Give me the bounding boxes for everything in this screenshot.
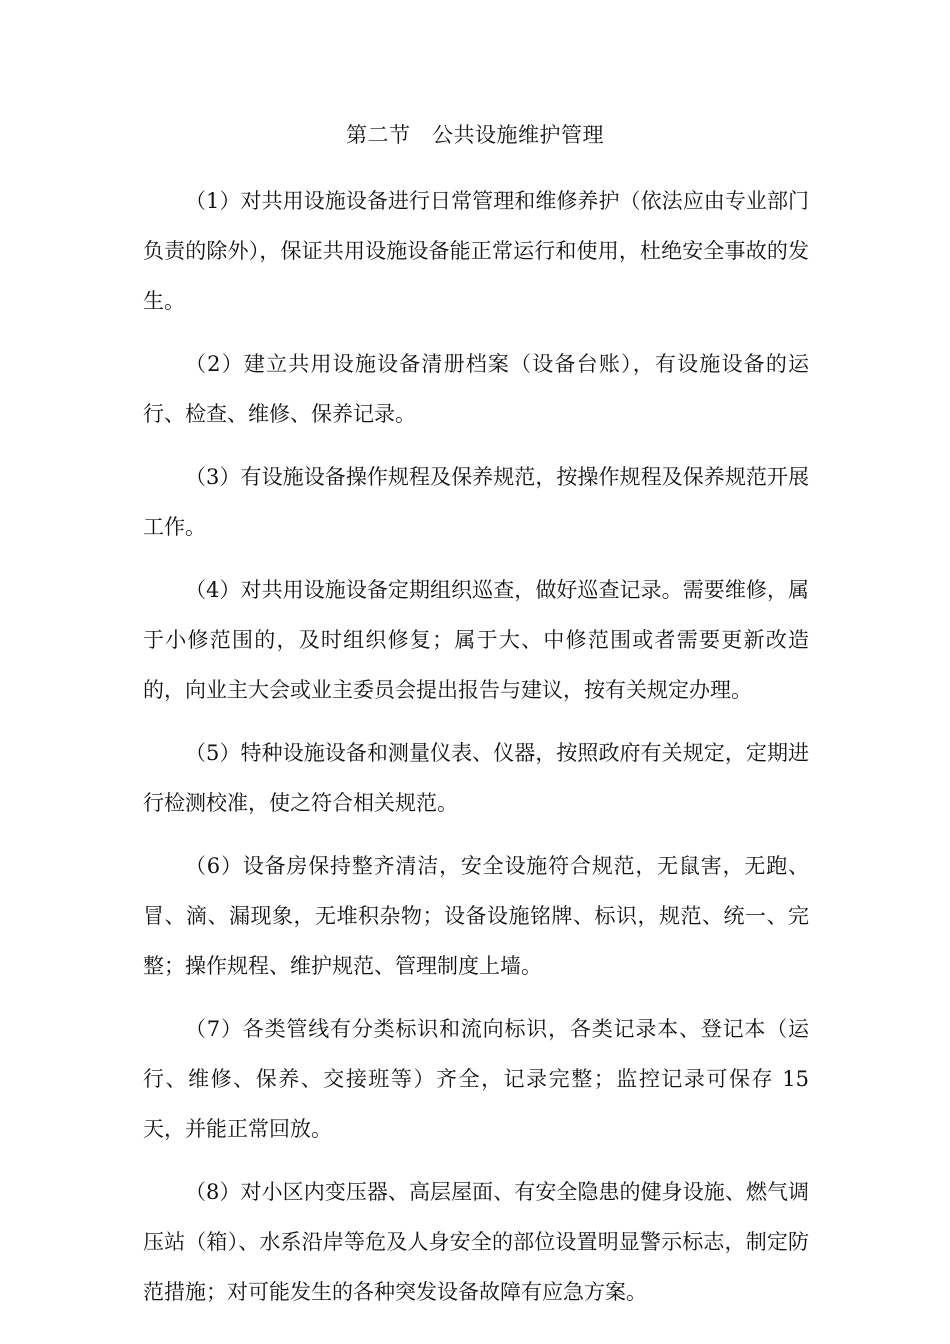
paragraph-5: （5）特种设施设备和测量仪表、仪器，按照政府有关规定，定期进行检测校准，使之符合相关规范。: [143, 741, 809, 815]
paragraph-1: （1）对共用设施设备进行日常管理和维修养护（依法应由专业部门负责的除外），保证共用设施设备能正常运行和使用，杜绝安全事故的发生。: [143, 189, 809, 313]
paragraph-6: （6）设备房保持整齐清洁，安全设施符合规范，无鼠害，无跑、冒、滴、漏现象，无堆积杂物；设备设施铭牌、标识，规范、统一、完整；操作规程、维护规范、管理制度上墙。: [143, 854, 809, 978]
paragraph-2: （2）建立共用设施设备清册档案（设备台账），有设施设备的运行、检查、维修、保养记录。: [143, 352, 809, 426]
paragraph-7: （7）各类管线有分类标识和流向标识，各类记录本、登记本（运行、维修、保养、交接班等）齐全，记录完整；监控记录可保存 15 天，并能正常回放。: [143, 1017, 809, 1141]
paragraph-4: （4）对共用设施设备定期组织巡查，做好巡查记录。需要维修，属于小修范围的，及时组织修复；属于大、中修范围或者需要更新改造的，向业主大会或业主委员会提出报告与建议，按有关规定办理。: [143, 578, 809, 702]
document-body: [143, 176, 809, 1330]
paragraph-8: （8）对小区内变压器、高层屋面、有安全隐患的健身设施、燃气调压站（箱）、水系沿岸等危及人身安全的部位设置明显警示标志，制定防范措施；对可能发生的各种突发设备故障有应急方案。: [143, 1180, 809, 1304]
section-title: 第二节 公共设施维护管理: [346, 123, 604, 147]
paragraph-3: （3）有设施设备操作规程及保养规范，按操作规程及保养规范开展工作。: [143, 465, 809, 539]
